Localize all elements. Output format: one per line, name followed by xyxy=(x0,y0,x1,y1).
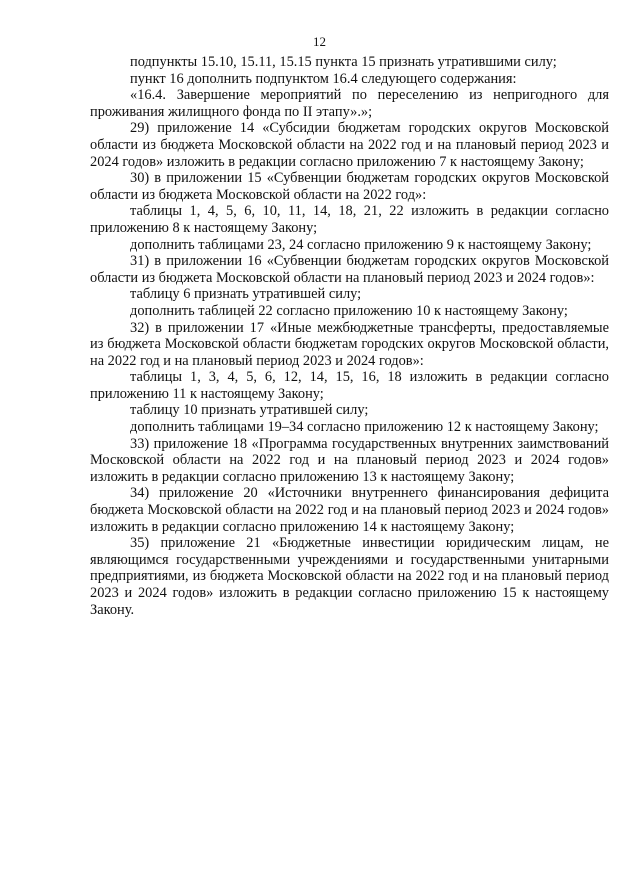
paragraph-item-35: 35) приложение 21 «Бюджетные инвестиции юридическим лицам, не являющимся государственными учреждениями и государственными унитарными предприятиями, из бюджета Московской области на 2022 год и на плановый период 2023 и 2024 годов» изложить в редакции согласно приложению 15 к настоящему Закону. xyxy=(90,535,609,618)
paragraph-item-32-tables: таблицы 1, 3, 4, 5, 6, 12, 14, 15, 16, 18 изложить в редакции согласно приложению 11 к настоящему Закону; xyxy=(90,369,609,402)
paragraph-point-16-addition: пункт 16 дополнить подпунктом 16.4 следующего содержания: xyxy=(130,70,517,87)
paragraph-item-29: 29) приложение 14 «Субсидии бюджетам городских округов Московской области из бюджета Московской области на 2022 год и на плановый период 2023 и 2024 годов» изложить в редакции согласно приложению 7 к настоящему Закону; xyxy=(90,120,609,170)
paragraph-item-30-tables: таблицы 1, 4, 5, 6, 10, 11, 14, 18, 21, 22 изложить в редакции согласно приложению 8 к настоящему Закону; xyxy=(90,203,609,236)
paragraph-item-30-addition: дополнить таблицами 23, 24 согласно приложению 9 к настоящему Закону; xyxy=(130,236,592,253)
document-body xyxy=(90,54,609,618)
paragraph-item-31-table-void: таблицу 6 признать утратившей силу; xyxy=(130,286,362,303)
paragraph-subpoints-void: подпункты 15.10, 15.11, 15.15 пункта 15 признать утратившими силу; xyxy=(130,54,557,70)
paragraph-item-32-table-void: таблицу 10 признать утратившей силу; xyxy=(130,402,369,419)
paragraph-item-33: 33) приложение 18 «Программа государственных внутренних заимствований Московской области на 2022 год и на плановый период 2023 и 2024 годов» изложить в редакции согласно приложению 13 к настоящему Закону; xyxy=(90,435,609,485)
page-number: 12 xyxy=(313,34,326,49)
paragraph-item-32-addition: дополнить таблицами 19–34 согласно приложению 12 к настоящему Закону; xyxy=(130,419,599,436)
paragraph-item-32: 32) в приложении 17 «Иные межбюджетные трансферты, предоставляемые из бюджета Московской области бюджетам городских округов Московской области, на 2022 год и на плановый период 2023 и 2024 годов»: xyxy=(90,319,609,369)
paragraph-item-31: 31) в приложении 16 «Субвенции бюджетам городских округов Московской области из бюджета Московской области на плановый период 2023 и 2024 годов»: xyxy=(90,253,609,286)
paragraph-item-34: 34) приложение 20 «Источники внутреннего финансирования дефицита бюджета Московской области на 2022 год и на плановый период 2023 и 2024 годов» изложить в редакции согласно приложению 14 к настоящему Закону; xyxy=(90,485,609,535)
paragraph-item-30: 30) в приложении 15 «Субвенции бюджетам городских округов Московской области из бюджета Московской области на 2022 год»: xyxy=(90,170,609,203)
paragraph-item-31-addition: дополнить таблицей 22 согласно приложению 10 к настоящему Закону; xyxy=(130,302,568,319)
paragraph-16-4-text: «16.4. Завершение мероприятий по переселению из непригодного для проживания жилищного фонда по II этапу».»; xyxy=(90,87,609,120)
